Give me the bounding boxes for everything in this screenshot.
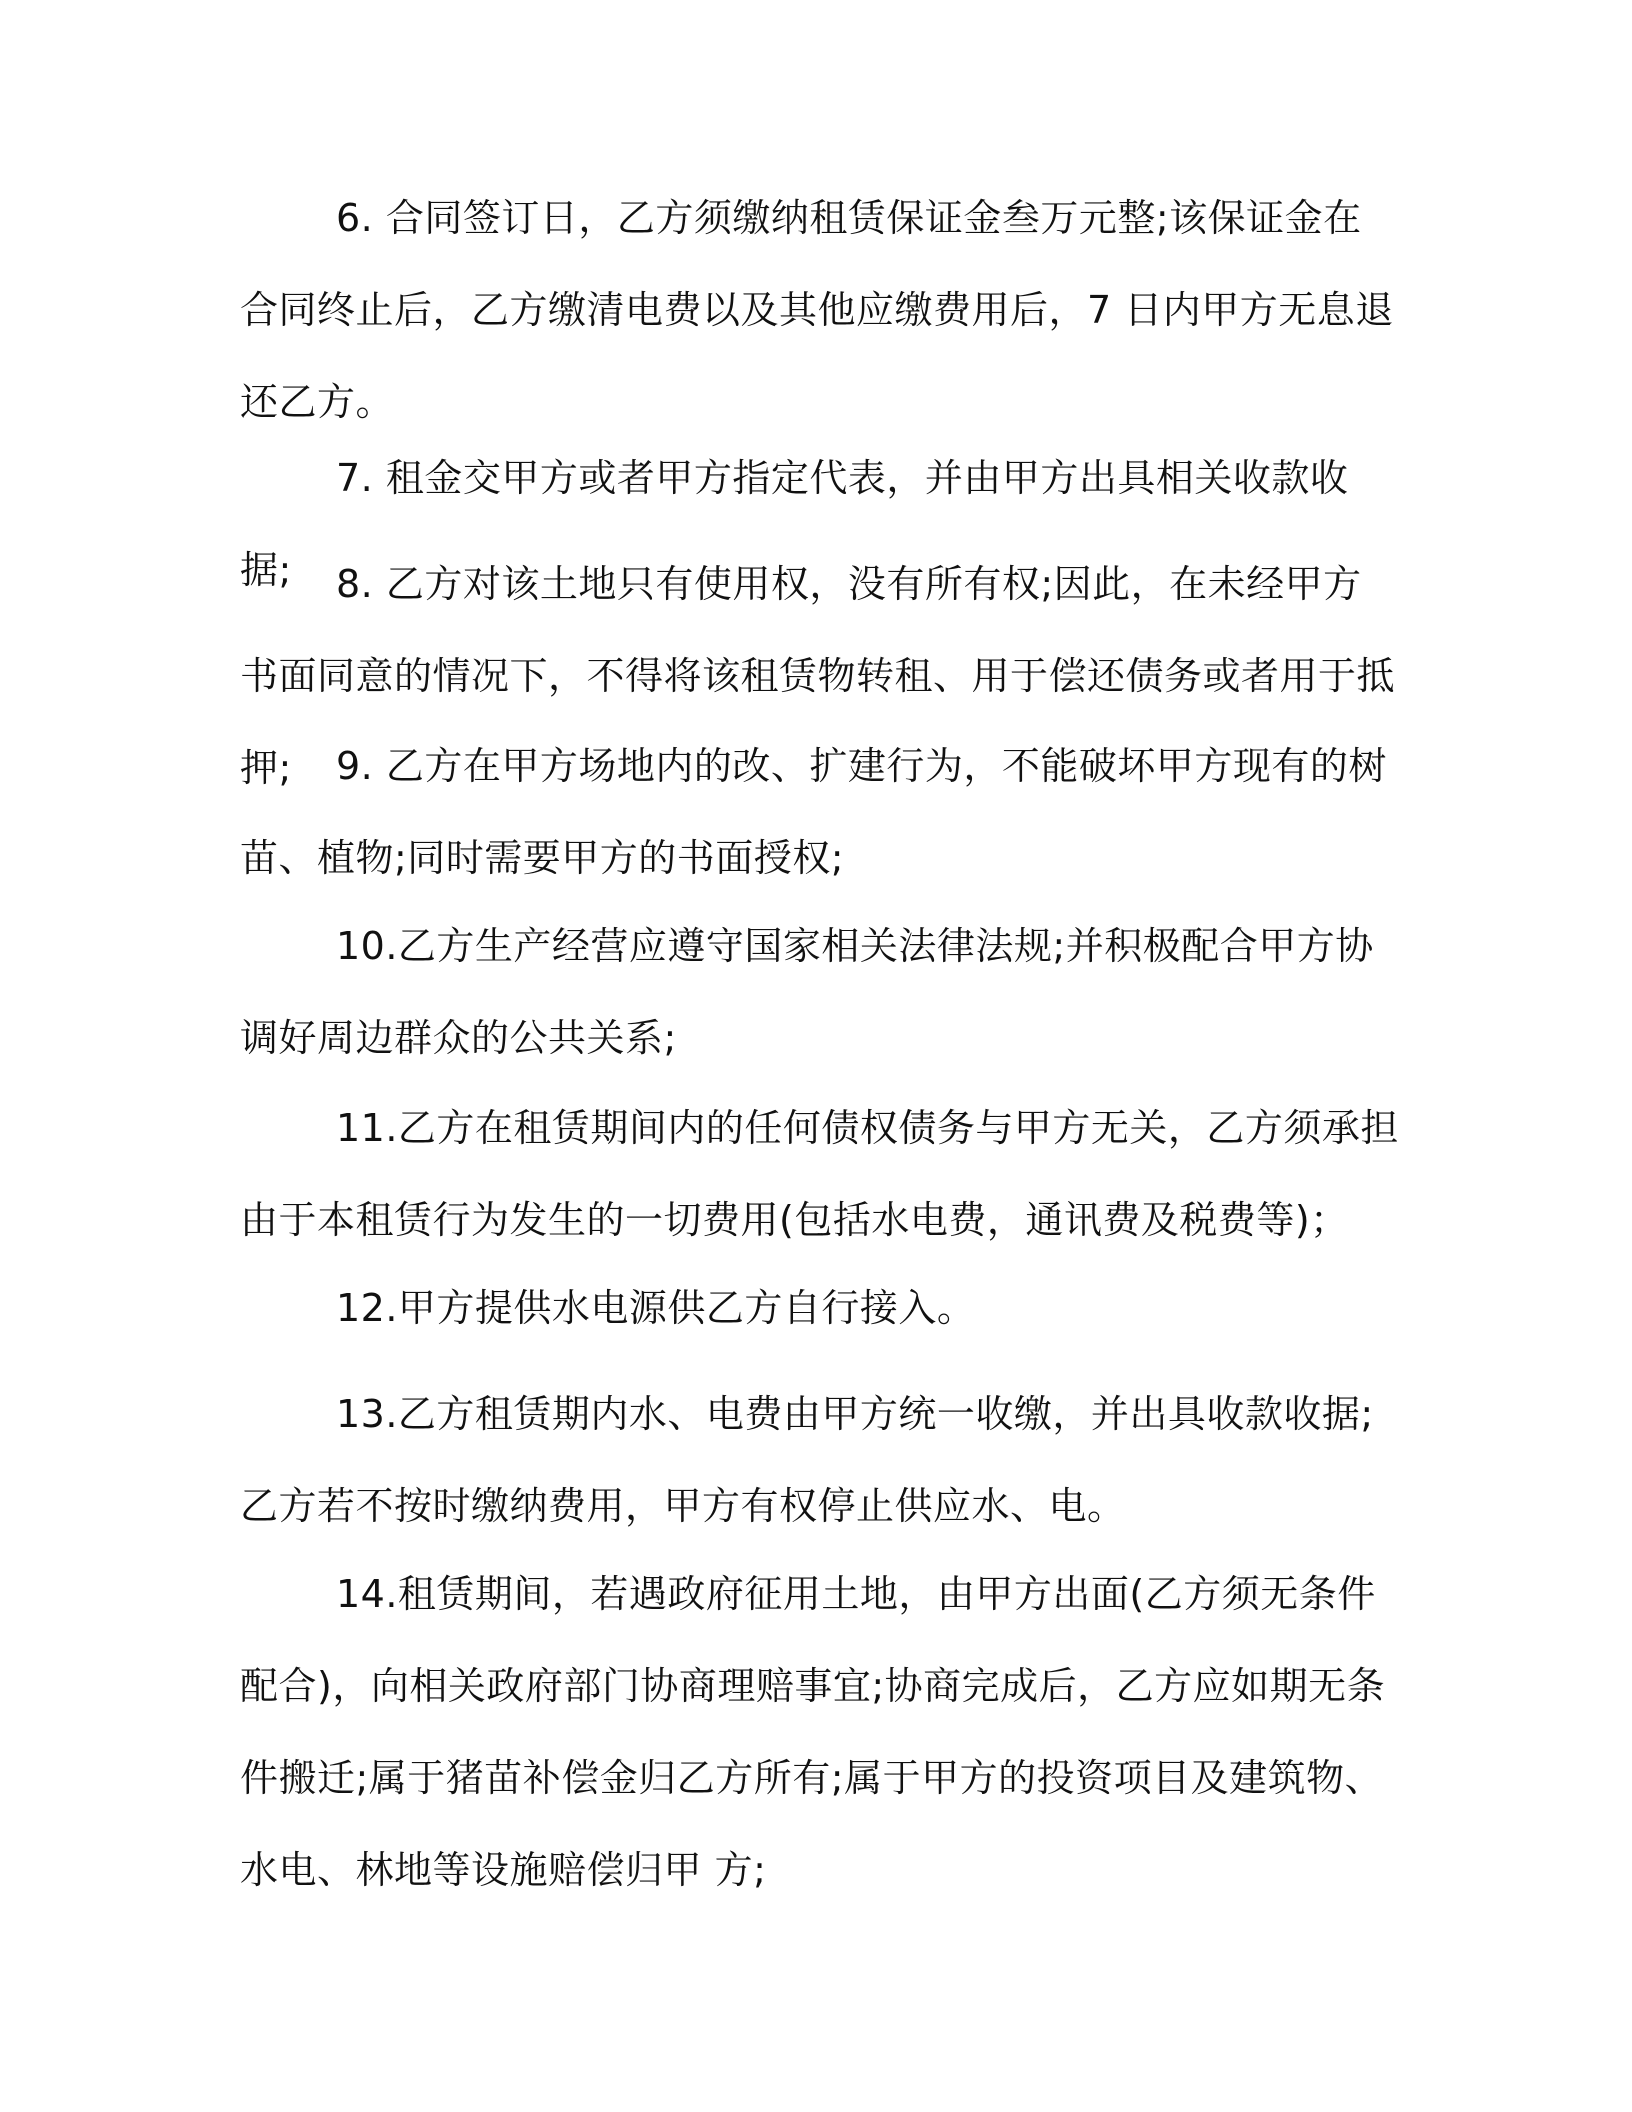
clause-9: 9. 乙方在甲方场地内的改、扩建行为，不能破坏甲方现有的树苗、植物;同时需要甲方的书面授权; — [240, 744, 1387, 880]
clause-13: 13.乙方租赁期内水、电费由甲方统一收缴，并出具收款收据;乙方若不按时缴纳费用，甲方有权停止供应水、电。 — [240, 1392, 1374, 1528]
clause-14: 14.租赁期间，若遇政府征用土地，由甲方出面(乙方须无条件配合)，向相关政府部门协商理赔事宜;协商完成后，乙方应如期无条件搬迁;属于猪苗补偿金归乙方所有;属于甲方的投资项目及建筑物、水电、林地等设施赔偿归甲 方; — [240, 1572, 1386, 1892]
clause-7: 7. 租金交甲方或者甲方指定代表，并由甲方出具相关收款收据; — [240, 456, 1349, 592]
clause-6: 6. 合同签订日，乙方须缴纳租赁保证金叁万元整;该保证金在合同终止后，乙方缴清电费以及其他应缴费用后，7 日内甲方无息退还乙方。 — [240, 196, 1394, 424]
clause-12: 12.甲方提供水电源供乙方自行接入。 — [336, 1286, 976, 1330]
clause-8: 8. 乙方对该土地只有使用权，没有所有权;因此，在未经甲方书面同意的情况下，不得将该租赁物转租、用于偿还债务或者用于抵押; — [240, 562, 1396, 790]
clause-10: 10.乙方生产经营应遵守国家相关法律法规;并积极配合甲方协调好周边群众的公共关系; — [240, 924, 1374, 1060]
clause-11: 11.乙方在租赁期间内的任何债权债务与甲方无关，乙方须承担由于本租赁行为发生的一切费用(包括水电费，通讯费及税费等)； — [240, 1106, 1399, 1242]
